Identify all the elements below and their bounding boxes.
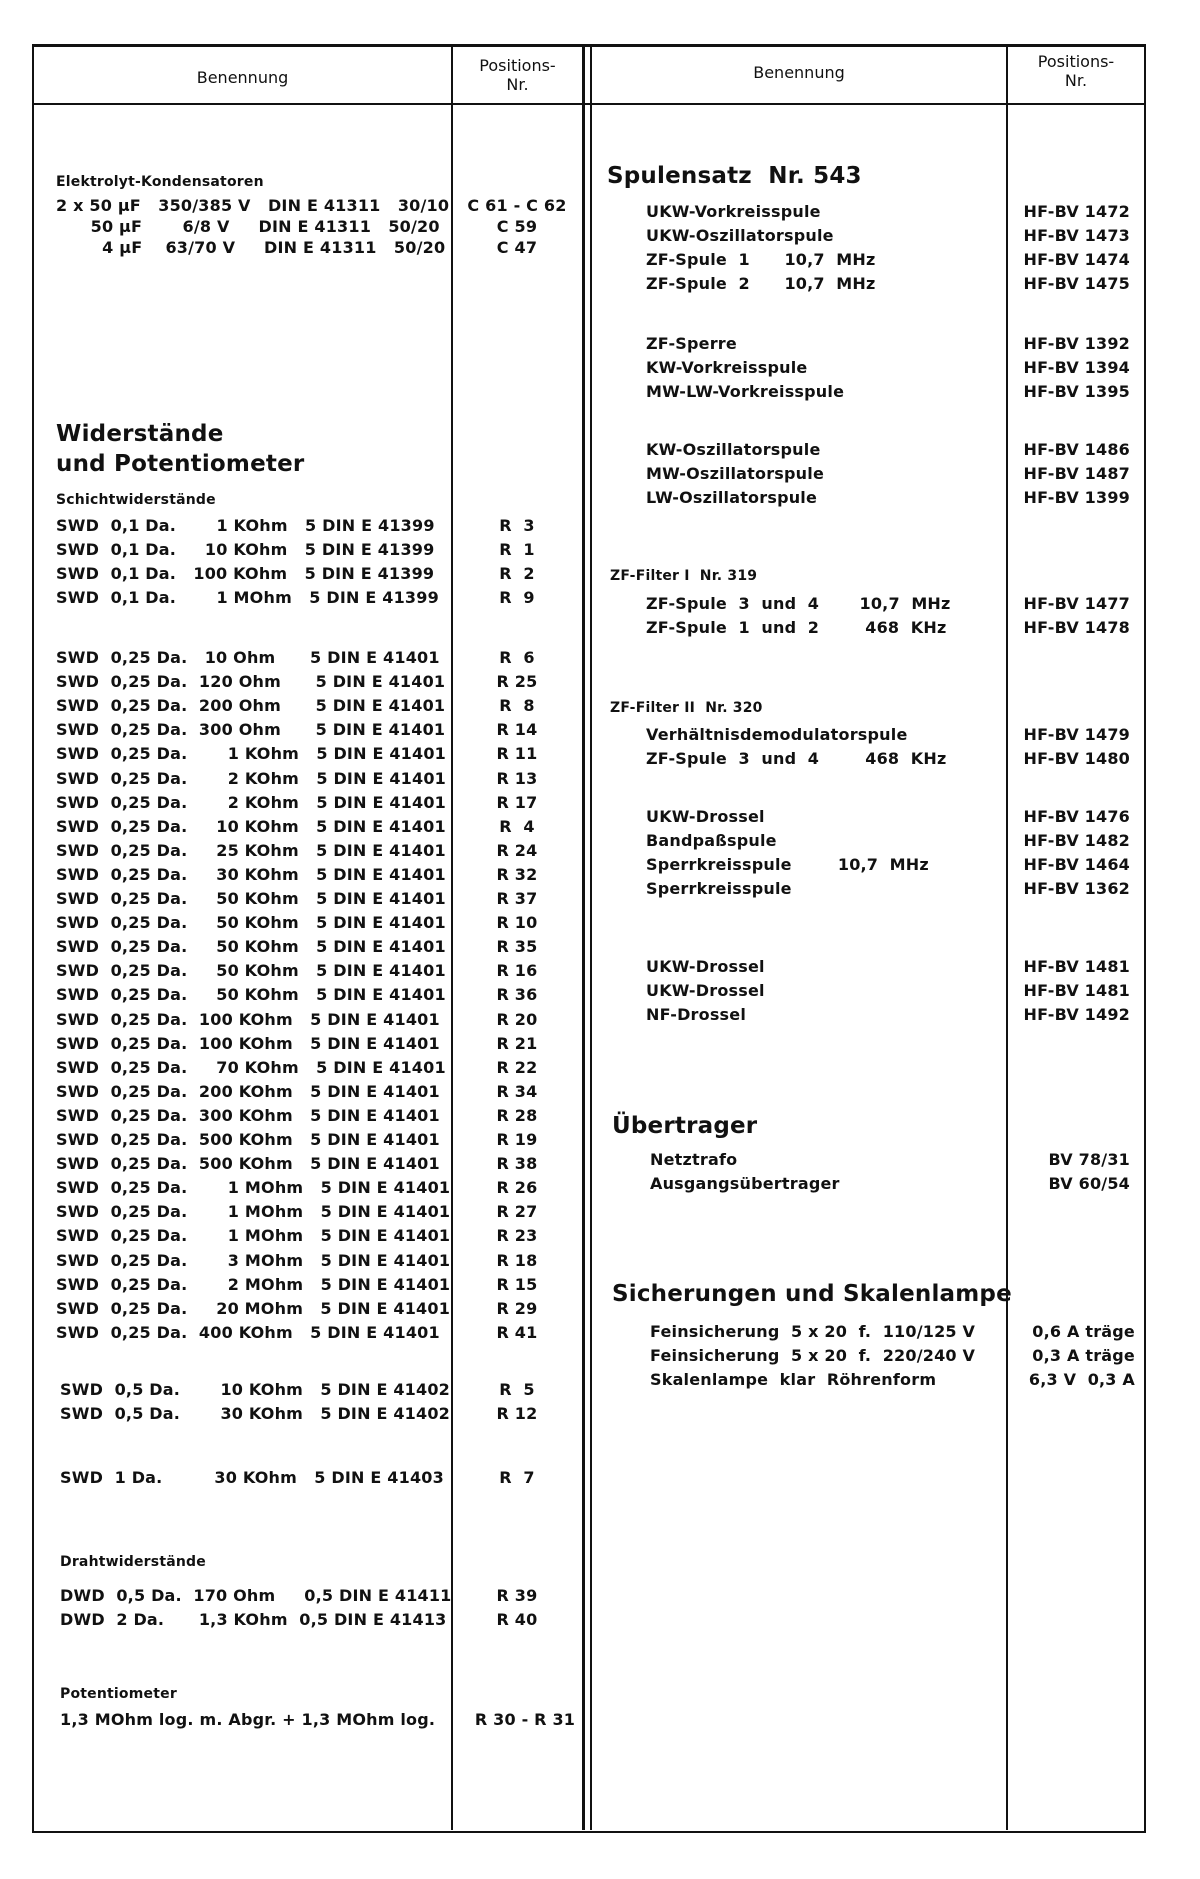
item-description: SWD 0,25 Da. 2 KOhm 5 DIN E 41401: [56, 768, 447, 788]
item-position: HF-BV 1472: [1023, 202, 1130, 221]
item-position: R 15: [496, 1274, 538, 1294]
item-position: HF-BV 1475: [1023, 274, 1130, 293]
item-description: Netztrafo: [650, 1150, 738, 1169]
item-description: SWD 0,25 Da. 1 MOhm 5 DIN E 41401: [56, 1226, 451, 1246]
item-position: R 5: [499, 1380, 535, 1399]
item-position: HF-BV 1473: [1023, 226, 1130, 245]
item-description: NF-Drossel: [646, 1005, 747, 1024]
item-description: SWD 0,25 Da. 100 KOhm 5 DIN E 41401: [56, 1009, 440, 1029]
item-position: R 30 - R 31: [474, 1710, 576, 1729]
section-title-sicherungen: Sicherungen und Skalenlampe: [612, 1281, 1012, 1307]
item-position: R 2: [499, 564, 535, 583]
item-position: R 32: [496, 864, 538, 884]
item-description: SWD 0,25 Da. 70 KOhm 5 DIN E 41401: [56, 1057, 446, 1077]
col-divider-middle-2: [590, 44, 592, 1830]
header-positions-left: Positions- Nr.: [479, 56, 556, 94]
section-title-elko: Elektrolyt-Kondensatoren: [56, 174, 264, 190]
item-position: HF-BV 1482: [1023, 831, 1130, 850]
item-description: ZF-Spule 3 und 4 468 KHz: [646, 749, 947, 768]
item-position: R 39: [496, 1586, 538, 1605]
item-description: SWD 0,25 Da. 50 KOhm 5 DIN E 41401: [56, 889, 446, 908]
item-description: SWD 0,25 Da. 1 MOhm 5 DIN E 41401: [56, 1178, 451, 1198]
item-position: R 6: [499, 648, 535, 667]
item-position: HF-BV 1487: [1023, 464, 1130, 483]
item-position: HF-BV 1399: [1023, 488, 1130, 507]
header-positions-right: Positions- Nr.: [1037, 52, 1115, 90]
item-position: HF-BV 1395: [1023, 382, 1130, 401]
item-description: SWD 0,25 Da. 100 KOhm 5 DIN E 41401: [56, 1033, 440, 1053]
item-position: HF-BV 1476: [1023, 807, 1130, 826]
item-position: R 26: [496, 1178, 538, 1198]
item-position: R 36: [496, 985, 538, 1005]
item-description: SWD 0,25 Da. 50 KOhm 5 DIN E 41401: [56, 913, 446, 933]
section-title-uebertrager: Übertrager: [612, 1113, 758, 1139]
item-position: HF-BV 1481: [1023, 981, 1130, 1000]
item-position: R 14: [496, 720, 538, 740]
item-description: 2 x 50 µF 350/385 V DIN E 41311 30/10: [56, 196, 450, 215]
item-position: HF-BV 1481: [1023, 957, 1130, 976]
item-description: SWD 0,25 Da. 500 KOhm 5 DIN E 41401: [56, 1130, 440, 1149]
item-position: HF-BV 1394: [1023, 358, 1130, 377]
item-description: SWD 1 Da. 30 KOhm 5 DIN E 41403: [60, 1468, 444, 1487]
item-position: R 21: [496, 1033, 538, 1053]
item-position: R 37: [496, 889, 538, 908]
item-description: UKW-Drossel: [646, 807, 765, 826]
item-description: UKW-Drossel: [646, 957, 765, 976]
item-description: SWD 0,25 Da. 10 Ohm 5 DIN E 41401: [56, 648, 440, 667]
item-description: SWD 0,25 Da. 50 KOhm 5 DIN E 41401: [56, 961, 446, 981]
item-description: SWD 0,5 Da. 10 KOhm 5 DIN E 41402: [60, 1380, 451, 1399]
item-description: SWD 0,25 Da. 1 KOhm 5 DIN E 41401: [56, 744, 447, 764]
item-description: SWD 0,25 Da. 400 KOhm 5 DIN E 41401: [56, 1322, 440, 1342]
item-position: R 9: [499, 588, 535, 607]
header-benennung-left: Benennung: [196, 68, 289, 87]
item-description: ZF-Sperre: [646, 334, 737, 353]
item-description: Verhältnisdemodulatorspule: [646, 725, 908, 744]
item-description: UKW-Oszillatorspule: [646, 226, 834, 245]
item-position: HF-BV 1392: [1023, 334, 1130, 353]
item-description: SWD 0,25 Da. 300 KOhm 5 DIN E 41401: [56, 1105, 440, 1125]
item-description: SWD 0,25 Da. 50 KOhm 5 DIN E 41401: [56, 937, 446, 957]
item-position: R 27: [496, 1202, 538, 1222]
item-position: R 35: [496, 937, 538, 957]
item-description: ZF-Spule 3 und 4 10,7 MHz: [646, 594, 951, 613]
item-description: SWD 0,25 Da. 2 KOhm 5 DIN E 41401: [56, 792, 447, 812]
item-description: Feinsicherung 5 x 20 f. 110/125 V: [650, 1322, 976, 1341]
item-description: SWD 0,1 Da. 1 KOhm 5 DIN E 41399: [56, 516, 435, 535]
item-position: HF-BV 1479: [1023, 725, 1130, 744]
item-position: R 40: [496, 1610, 538, 1629]
item-position: 0,6 A träge: [1032, 1322, 1135, 1341]
item-position: C 47: [496, 238, 538, 257]
item-description: ZF-Spule 1 und 2 468 KHz: [646, 618, 947, 637]
item-description: Sperrkreisspule 10,7 MHz: [646, 855, 929, 874]
item-description: DWD 0,5 Da. 170 Ohm 0,5 DIN E 41411: [60, 1586, 452, 1605]
item-position: R 23: [496, 1226, 538, 1246]
item-position: R 11: [496, 744, 538, 764]
item-position: R 20: [496, 1009, 538, 1029]
item-position: HF-BV 1486: [1023, 440, 1130, 459]
item-description: Bandpaßspule: [646, 831, 777, 850]
item-position: R 3: [499, 516, 535, 535]
item-position: C 59: [496, 217, 538, 236]
item-description: SWD 0,25 Da. 500 KOhm 5 DIN E 41401: [56, 1154, 440, 1174]
section-title-poti: Potentiometer: [60, 1686, 177, 1702]
item-description: Feinsicherung 5 x 20 f. 220/240 V: [650, 1346, 976, 1365]
item-description: SWD 0,25 Da. 1 MOhm 5 DIN E 41401: [56, 1202, 451, 1222]
section-title-zf2: ZF-Filter II Nr. 320: [610, 700, 763, 716]
item-description: SWD 0,25 Da. 25 KOhm 5 DIN E 41401: [56, 840, 446, 860]
section-title-potentiometer: und Potentiometer: [56, 451, 305, 477]
section-title-schicht: Schichtwiderstände: [56, 492, 216, 508]
item-description: KW-Oszillatorspule: [646, 440, 821, 459]
item-position: 0,3 A träge: [1032, 1346, 1135, 1365]
section-title-widerstaende: Widerstände: [56, 421, 224, 447]
item-position: R 18: [496, 1250, 538, 1270]
item-position: 6,3 V 0,3 A: [1028, 1370, 1135, 1389]
item-position: R 24: [496, 840, 538, 860]
item-description: SWD 0,5 Da. 30 KOhm 5 DIN E 41402: [60, 1404, 451, 1423]
item-description: 1,3 MOhm log. m. Abgr. + 1,3 MOhm log.: [60, 1710, 436, 1729]
item-position: R 28: [496, 1105, 538, 1125]
item-description: SWD 0,1 Da. 10 KOhm 5 DIN E 41399: [56, 540, 435, 559]
item-description: KW-Vorkreisspule: [646, 358, 808, 377]
item-description: SWD 0,25 Da. 200 KOhm 5 DIN E 41401: [56, 1081, 440, 1101]
item-position: BV 78/31: [1048, 1150, 1130, 1169]
item-description: SWD 0,25 Da. 20 MOhm 5 DIN E 41401: [56, 1298, 451, 1318]
item-position: R 13: [496, 768, 538, 788]
section-title-zf1: ZF-Filter I Nr. 319: [610, 568, 758, 584]
item-position: HF-BV 1474: [1023, 250, 1130, 269]
item-description: Ausgangsübertrager: [650, 1174, 840, 1193]
item-description: SWD 0,25 Da. 50 KOhm 5 DIN E 41401: [56, 985, 446, 1005]
section-title-draht: Drahtwiderstände: [60, 1554, 206, 1570]
col-divider-left-pos: [451, 44, 453, 1830]
item-position: R 19: [496, 1130, 538, 1149]
item-description: SWD 0,25 Da. 10 KOhm 5 DIN E 41401: [56, 816, 446, 836]
item-description: SWD 0,25 Da. 120 Ohm 5 DIN E 41401: [56, 672, 446, 692]
item-description: SWD 0,1 Da. 100 KOhm 5 DIN E 41399: [56, 564, 435, 583]
item-position: HF-BV 1477: [1023, 594, 1130, 613]
item-description: ZF-Spule 2 10,7 MHz: [646, 274, 876, 293]
item-position: R 4: [499, 816, 535, 836]
col-divider-right-pos: [1006, 44, 1008, 1830]
item-position: R 12: [496, 1404, 538, 1423]
item-description: SWD 0,25 Da. 2 MOhm 5 DIN E 41401: [56, 1274, 451, 1294]
item-description: UKW-Drossel: [646, 981, 765, 1000]
item-description: MW-Oszillatorspule: [646, 464, 825, 483]
item-description: DWD 2 Da. 1,3 KOhm 0,5 DIN E 41413: [60, 1610, 447, 1629]
item-position: C 61 - C 62: [467, 196, 567, 215]
item-position: R 16: [496, 961, 538, 981]
item-position: HF-BV 1492: [1023, 1005, 1130, 1024]
item-position: R 34: [496, 1081, 538, 1101]
item-position: R 38: [496, 1154, 538, 1174]
item-position: R 22: [496, 1057, 538, 1077]
item-description: ZF-Spule 1 10,7 MHz: [646, 250, 876, 269]
item-position: HF-BV 1480: [1023, 749, 1130, 768]
item-description: LW-Oszillatorspule: [646, 488, 818, 507]
item-position: R 17: [496, 792, 538, 812]
header-benennung-right: Benennung: [753, 63, 845, 82]
item-position: R 41: [496, 1322, 538, 1342]
header-divider: [32, 103, 1146, 105]
item-position: R 29: [496, 1298, 538, 1318]
item-position: HF-BV 1478: [1023, 618, 1130, 637]
section-title-spulensatz: Spulensatz Nr. 543: [607, 163, 862, 189]
item-position: BV 60/54: [1048, 1174, 1130, 1193]
item-description: SWD 0,25 Da. 3 MOhm 5 DIN E 41401: [56, 1250, 451, 1270]
item-position: R 7: [499, 1468, 535, 1487]
item-position: HF-BV 1464: [1023, 855, 1130, 874]
item-description: SWD 0,1 Da. 1 MOhm 5 DIN E 41399: [56, 588, 439, 607]
item-description: SWD 0,25 Da. 200 Ohm 5 DIN E 41401: [56, 696, 446, 716]
item-position: R 25: [496, 672, 538, 692]
item-description: SWD 0,25 Da. 300 Ohm 5 DIN E 41401: [56, 720, 446, 740]
item-position: R 1: [499, 540, 535, 559]
item-description: SWD 0,25 Da. 30 KOhm 5 DIN E 41401: [56, 864, 446, 884]
item-position: HF-BV 1362: [1023, 879, 1130, 898]
item-description: UKW-Vorkreisspule: [646, 202, 821, 221]
item-description: Sperrkreisspule: [646, 879, 792, 898]
item-description: Skalenlampe klar Röhrenform: [650, 1370, 937, 1389]
item-description: 4 µF 63/70 V DIN E 41311 50/20: [56, 238, 446, 257]
item-description: 50 µF 6/8 V DIN E 41311 50/20: [56, 217, 440, 236]
item-position: R 8: [499, 696, 535, 716]
item-position: R 10: [496, 913, 538, 933]
col-divider-middle: [582, 44, 585, 1830]
item-description: MW-LW-Vorkreisspule: [646, 382, 845, 401]
